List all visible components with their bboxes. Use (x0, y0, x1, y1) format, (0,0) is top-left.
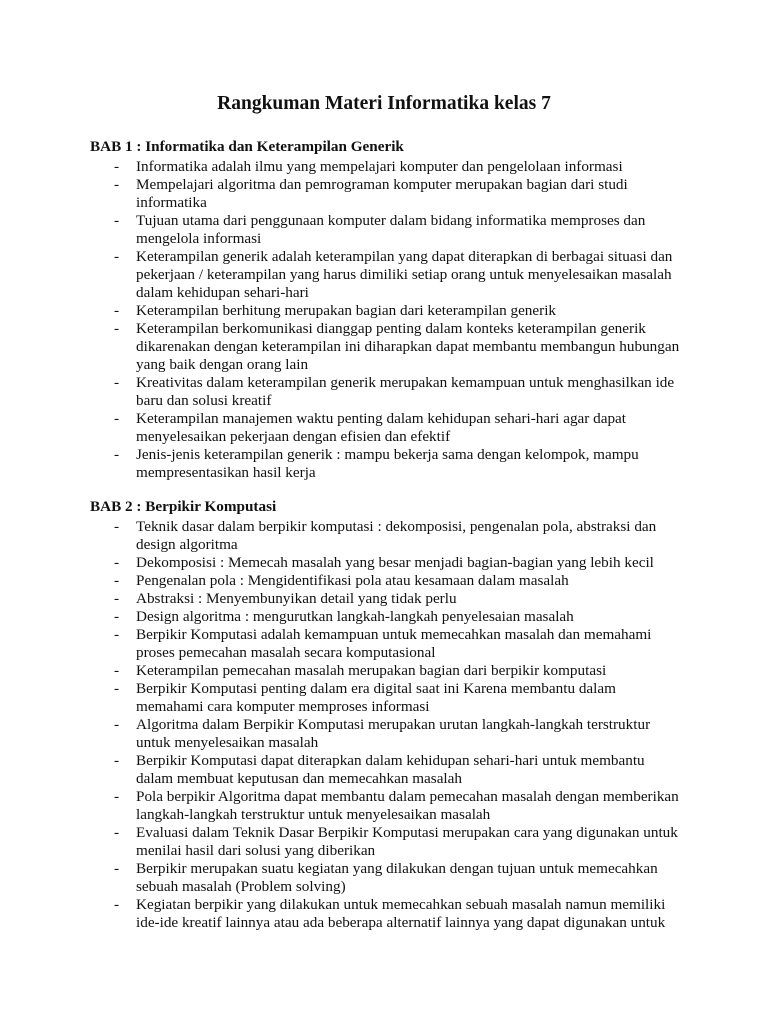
list-item (90, 158, 690, 176)
bullet-marker: - (114, 158, 120, 175)
list-item-text: Berpikir Komputasi penting dalam era digital saat ini Karena membantu dalam memahami cara komputer memproses informasi (136, 680, 616, 715)
bullet-list (90, 518, 690, 932)
list-item-text: Algoritma dalam Berpikir Komputasi merupakan urutan langkah-langkah terstruktur untuk menyelesaikan masalah (136, 716, 651, 751)
list-item (90, 374, 690, 410)
list-item (90, 824, 690, 860)
list-item-text: Teknik dasar dalam berpikir komputasi : dekomposisi, pengenalan pola, abstraksi dan design algoritma (136, 518, 657, 553)
bullet-marker: - (114, 752, 120, 769)
list-item (90, 716, 690, 752)
bullet-marker: - (114, 446, 120, 463)
list-item (90, 302, 690, 320)
list-item (90, 680, 690, 716)
list-item (90, 608, 690, 626)
bullet-marker: - (114, 608, 120, 625)
list-item-text: Keterampilan generik adalah keterampilan yang dapat diterapkan di berbagai situasi dan pekerjaan / keterampilan yang harus dimiliki setiap orang untuk menyelesaikan masalah dalam kehidupan sehari-hari (136, 248, 673, 301)
bullet-marker: - (114, 176, 120, 193)
section-heading: BAB 2 : Berpikir Komputasi (90, 498, 277, 515)
list-item (90, 446, 690, 482)
list-item-text: Berpikir Komputasi adalah kemampuan untuk memecahkan masalah dan memahami proses pemecahan masalah secara komputasional (136, 626, 652, 661)
list-item-text: Keterampilan pemecahan masalah merupakan bagian dari berpikir komputasi (136, 662, 607, 679)
bullet-marker: - (114, 788, 120, 805)
list-item (90, 554, 690, 572)
list-item-text: Informatika adalah ilmu yang mempelajari komputer dan pengelolaan informasi (136, 158, 623, 175)
list-item-text: Mempelajari algoritma dan pemrograman komputer merupakan bagian dari studi informatika (136, 176, 628, 211)
bullet-marker: - (114, 302, 120, 319)
list-item (90, 176, 690, 212)
bullet-marker: - (114, 824, 120, 841)
list-item-text: Keterampilan berhitung merupakan bagian dari keterampilan generik (136, 302, 557, 319)
list-item (90, 518, 690, 554)
list-item (90, 860, 690, 896)
list-item-text: Jenis-jenis keterampilan generik : mampu bekerja sama dengan kelompok, mampu mempresentasikan hasil kerja (136, 446, 639, 481)
list-item (90, 896, 690, 932)
bullet-marker: - (114, 572, 120, 589)
list-item-text: Berpikir merupakan suatu kegiatan yang dilakukan dengan tujuan untuk memecahkan sebuah masalah (Problem solving) (136, 860, 658, 895)
section-heading: BAB 1 : Informatika dan Keterampilan Generik (90, 138, 404, 155)
bullet-marker: - (114, 374, 120, 391)
bullet-marker: - (114, 320, 120, 337)
bullet-marker: - (114, 248, 120, 265)
bullet-marker: - (114, 626, 120, 643)
list-item (90, 212, 690, 248)
list-item (90, 590, 690, 608)
list-item-text: Dekomposisi : Memecah masalah yang besar menjadi bagian-bagian yang lebih kecil (136, 554, 654, 571)
section-bab-1 (90, 138, 690, 482)
list-item (90, 662, 690, 680)
bullet-marker: - (114, 518, 120, 535)
list-item-text: Evaluasi dalam Teknik Dasar Berpikir Komputasi merupakan cara yang digunakan untuk menilai hasil dari solusi yang diberikan (136, 824, 678, 859)
bullet-marker: - (114, 680, 120, 697)
list-item (90, 626, 690, 662)
bullet-marker: - (114, 554, 120, 571)
list-item (90, 572, 690, 590)
list-item-text: Tujuan utama dari penggunaan komputer dalam bidang informatika memproses dan mengelola informasi (136, 212, 646, 247)
bullet-marker: - (114, 590, 120, 607)
bullet-marker: - (114, 662, 120, 679)
list-item (90, 248, 690, 302)
list-item-text: Kegiatan berpikir yang dilakukan untuk memecahkan sebuah masalah namun memiliki ide-ide kreatif lainnya atau ada beberapa alternatif lainnya yang dapat digunakan untuk (136, 896, 666, 931)
section-bab-2 (90, 498, 690, 932)
bullet-list (90, 158, 690, 482)
list-item-text: Abstraksi : Menyembunyikan detail yang tidak perlu (136, 590, 457, 607)
bullet-marker: - (114, 212, 120, 229)
document-title: Rangkuman Materi Informatika kelas 7 (217, 93, 551, 114)
bullet-marker: - (114, 896, 120, 913)
bullet-marker: - (114, 716, 120, 733)
list-item-text: Pola berpikir Algoritma dapat membantu dalam pemecahan masalah dengan memberikan langkah-langkah terstruktur untuk menyelesaikan masalah (136, 788, 679, 823)
list-item-text: Keterampilan manajemen waktu penting dalam kehidupan sehari-hari agar dapat menyelesaikan pekerjaan dengan efisien dan efektif (136, 410, 627, 445)
list-item-text: Berpikir Komputasi dapat diterapkan dalam kehidupan sehari-hari untuk membantu dalam membuat keputusan dan memecahkan masalah (136, 752, 645, 787)
list-item-text: Kreativitas dalam keterampilan generik merupakan kemampuan untuk menghasilkan ide baru dan solusi kreatif (136, 374, 675, 409)
list-item (90, 788, 690, 824)
list-item (90, 752, 690, 788)
list-item-text: Design algoritma : mengurutkan langkah-langkah penyelesaian masalah (136, 608, 574, 625)
list-item (90, 410, 690, 446)
bullet-marker: - (114, 860, 120, 877)
list-item-text: Pengenalan pola : Mengidentifikasi pola atau kesamaan dalam masalah (136, 572, 569, 589)
list-item-text: Keterampilan berkomunikasi dianggap penting dalam konteks keterampilan generik dikarenakan dengan keterampilan ini diharapkan dapat membantu membangun hubungan yang baik dengan orang lain (136, 320, 680, 373)
list-item (90, 320, 690, 374)
bullet-marker: - (114, 410, 120, 427)
